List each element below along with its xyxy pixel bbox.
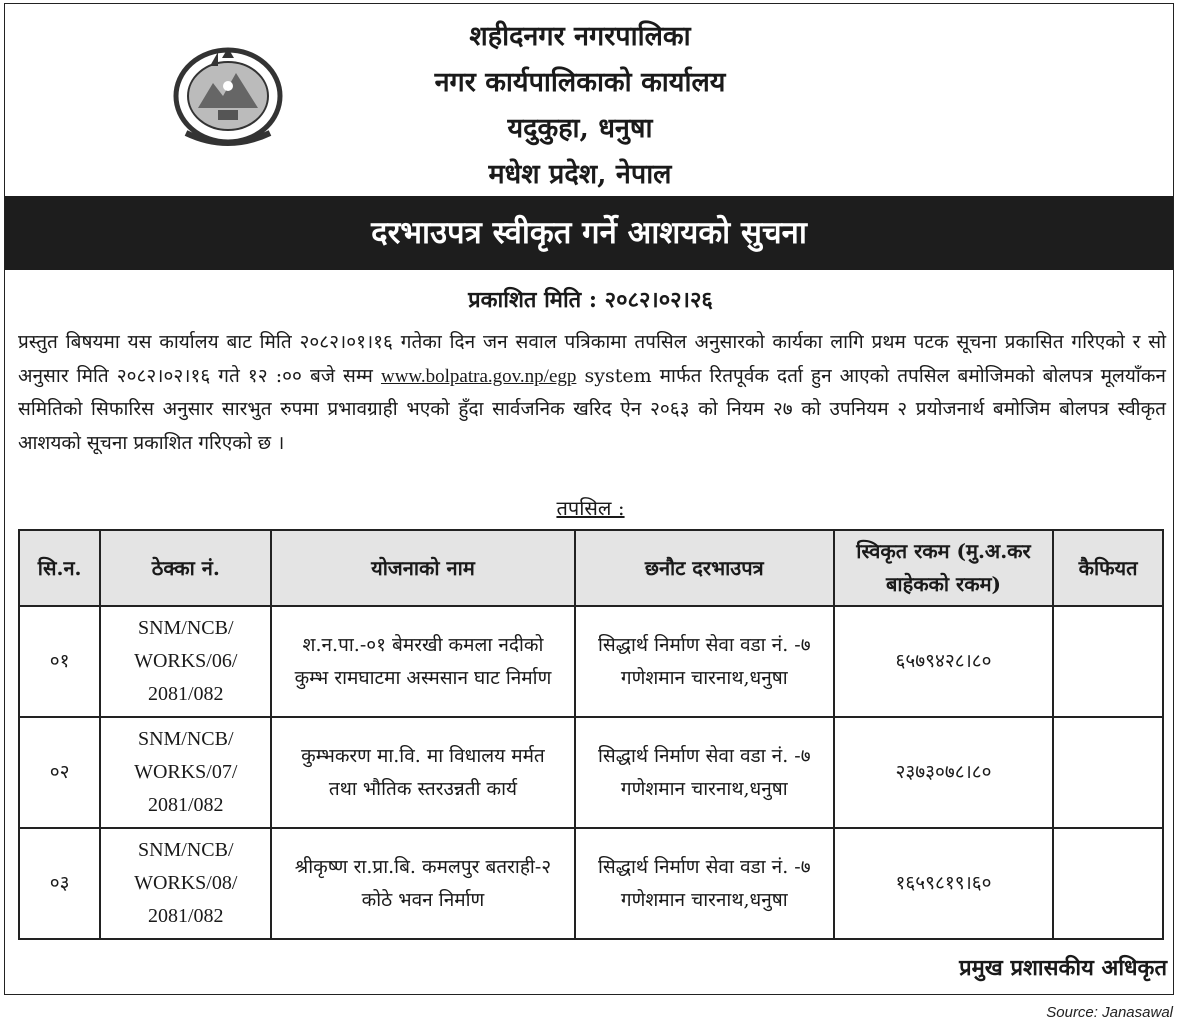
office-name: नगर कार्यपालिकाको कार्यालय (434, 67, 726, 98)
project-line: श्रीकृष्ण रा.प्रा.बि. कमलपुर बतराही-२ (294, 855, 552, 878)
cell-amount: ६५७९४२८।८० (834, 606, 1053, 717)
contract-no-line: 2081/082 (147, 905, 224, 927)
table-header-row (19, 530, 1163, 606)
table-row (19, 828, 1163, 939)
header-contract-no: ठेक्का नं. (100, 530, 271, 606)
project-line: श.न.पा.-०१ बेमरखी कमला नदीको (302, 633, 544, 656)
body-text-part1: प्रस्तुत बिषयमा यस कार्यालय बाट मिति २०८२।०१।१६ गतेका दिन जन सवाल पत्रिकामा तपसिल अनुसारको कार्यका लागि प्रथम पटक सूचना प्रकासित गरिएको र सो अनुसार मिति २०८२।०२।१६ गते १२ :०० बजे सम्म (18, 331, 1166, 387)
table-row (19, 717, 1163, 828)
cell-contract-no (100, 828, 271, 939)
cell-sn: ०३ (19, 828, 100, 939)
cell-amount: १६५९८१९।६० (834, 828, 1053, 939)
egp-link[interactable]: www.bolpatra.gov.np/egp (380, 365, 577, 387)
bidder-line: गणेशमान चारनाथ,धनुषा (620, 777, 788, 800)
header-project-name: योजनाको नाम (271, 530, 575, 606)
cell-selected-bid (575, 717, 834, 828)
nepal-emblem-icon (168, 38, 288, 148)
cell-remarks (1053, 828, 1163, 939)
header-sn: सि.न. (19, 530, 100, 606)
contract-no-line: 2081/082 (147, 683, 224, 705)
bid-details-table (18, 529, 1164, 940)
published-date: प्रकाशित मिति : २०८२।०२।२६ (468, 287, 713, 313)
cell-amount: २३७३०७८।८० (834, 717, 1053, 828)
cell-contract-no (100, 606, 271, 717)
cell-project-name (271, 828, 575, 939)
notice-body (18, 326, 1166, 460)
contract-no-line: WORKS/08/ (134, 872, 238, 894)
province-country: मधेश प्रदेश, नेपाल (488, 159, 672, 190)
municipality-name: शहीदनगर नगरपालिका (469, 21, 691, 52)
contract-no-line: SNM/NCB/ (137, 617, 234, 639)
source-credit: Source: Janasawal (1046, 1004, 1173, 1021)
bidder-line: गणेशमान चारनाथ,धनुषा (620, 888, 788, 911)
cell-remarks (1053, 606, 1163, 717)
bidder-line: सिद्धार्थ निर्माण सेवा वडा नं. -७ (598, 633, 811, 656)
cell-contract-no (100, 717, 271, 828)
contract-no-line: 2081/082 (147, 794, 224, 816)
cell-project-name (271, 606, 575, 717)
project-line: कुम्भकरण मा.वि. मा विधालय मर्मत (301, 744, 545, 767)
bidder-line: गणेशमान चारनाथ,धनुषा (620, 666, 788, 689)
project-line: तथा भौतिक स्तरउन्नती कार्य (328, 777, 518, 800)
cell-sn: ०१ (19, 606, 100, 717)
body-text-part2: system मार्फत रितपूर्वक दर्ता हुन आएको तपसिल बमोजिमको बोलपत्र मूलयाँकन समितिको सिफारिस अनुसार सारभुत रुपमा प्रभावग्राही भएको हुँदा सार्वजनिक खरिद ऐन २०६३ को नियम २७ को उपनियम २ प्रयोजनार्थ बमोजिम बोलपत्र स्वीकृत आशयको सूचना प्रकाशित गरिएको छ । (18, 364, 1166, 454)
notice-title-banner: दरभाउपत्र स्वीकृत गर्ने आशयको सुचना (5, 196, 1173, 270)
table-row (19, 606, 1163, 717)
signatory-title: प्रमुख प्रशासकीय अधिकृत (959, 955, 1167, 981)
details-label: तपसिल : (556, 496, 625, 520)
contract-no-line: SNM/NCB/ (137, 839, 234, 861)
header-remarks: कैफियत (1053, 530, 1163, 606)
bidder-line: सिद्धार्थ निर्माण सेवा वडा नं. -७ (598, 744, 811, 767)
contract-no-line: WORKS/07/ (134, 761, 238, 783)
office-header (300, 14, 860, 198)
cell-sn: ०२ (19, 717, 100, 828)
cell-remarks (1053, 717, 1163, 828)
contract-no-line: SNM/NCB/ (137, 728, 234, 750)
cell-selected-bid (575, 606, 834, 717)
project-line: कोठे भवन निर्माण (361, 888, 485, 911)
project-line: कुम्भ रामघाटमा अस्मसान घाट निर्माण (294, 666, 552, 689)
office-address: यदुकुहा, धनुषा (507, 113, 653, 144)
cell-project-name (271, 717, 575, 828)
header-selected-bid: छनौट दरभाउपत्र (575, 530, 834, 606)
cell-selected-bid (575, 828, 834, 939)
contract-no-line: WORKS/06/ (134, 650, 238, 672)
header-amount: स्विकृत रकम (मु.अ.कर बाहेकको रकम) (834, 530, 1053, 606)
bidder-line: सिद्धार्थ निर्माण सेवा वडा नं. -७ (598, 855, 811, 878)
